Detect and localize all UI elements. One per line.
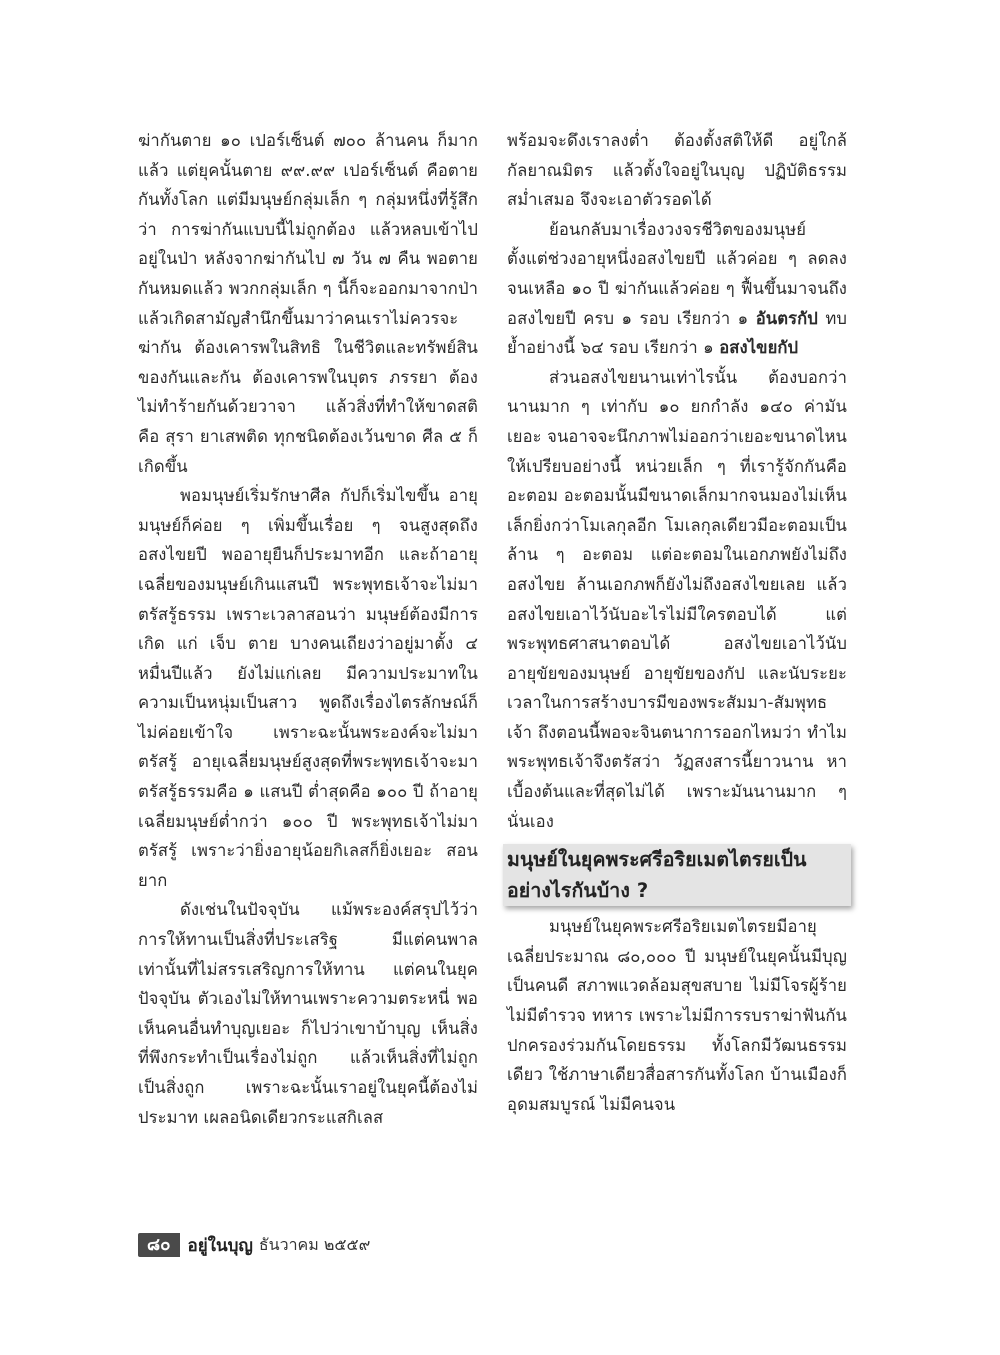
paragraph-text: ย้อนกลับมาเรื่องวงจรชีวิตของมนุษย์ ตั้งแต่ช่วงอายุหนึ่งอสงไขยปี แล้วค่อย ๆ ลดลงจนเหลือ ๑๐ ปี ฆ่ากันแล้วค่อย ๆ ฟื้นขึ้นมาจนถึงอสงไขยปี ครบ ๑ รอบ เรียกว่า ๑ (507, 219, 847, 328)
paragraph: ฆ่ากันตาย ๑๐ เปอร์เซ็นต์ ๗๐๐ ล้านคน ก็มากแล้ว แต่ยุคนั้นตาย ๙๙.๙๙ เปอร์เซ็นต์ คือตายกันทั้งโลก แต่มีมนุษย์กลุ่มเล็ก ๆ กลุ่มหนึ่งที่รู้สึกว่า การฆ่ากันแบบนี้ไม่ถูกต้อง แล้วหลบเข้าไปอยู่ในป่า หลังจากฆ่ากันไป ๗ วัน ๗ คืน พอตายกันหมดแล้ว พวกกลุ่มเล็ก ๆ นี้ก็จะออกมาจากป่า แล้วเกิดสามัญสำนึกขึ้นมาว่าคนเราไม่ควรจะฆ่ากัน ต้องเคารพในสิทธิ ในชีวิตและทรัพย์สินของกันและกัน ต้องเคารพในบุตร ภรรยา ต้องไม่ทำร้ายกันด้วยวาจา แล้วสิ่งที่ทำให้ขาดสติ คือ สุรา ยาเสพติด ทุกชนิดต้องเว้นขาด ศีล ๕ ก็เกิดขึ้น (138, 131, 478, 476)
left-column (138, 126, 478, 1132)
paragraph: พอมนุษย์เริ่มรักษาศีล กัปก็เริ่มไขขึ้น อายุมนุษย์ก็ค่อย ๆ เพิ่มขึ้นเรื่อย ๆ จนสูงสุดถึงอสงไขยปี พออายุยืนก็ประมาทอีก และถ้าอายุเฉลี่ยของมนุษย์เกินแสนปี พระพุทธเจ้าจะไม่มาตรัสรู้ธรรม เพราะเวลาสอนว่า มนุษย์ต้องมีการเกิด แก่ เจ็บ ตาย บางคนเถียงว่าอยู่มาตั้ง ๔ หมื่นปีแล้ว ยังไม่แก่เลย มีความประมาทในความเป็นหนุ่มเป็นสาว พูดถึงเรื่องไตรลักษณ์ก็ไม่ค่อยเข้าใจ เพราะฉะนั้นพระองค์จะไม่มาตรัสรู้ อายุเฉลี่ยมนุษย์สูงสุดที่พระพุทธเจ้าจะมาตรัสรู้ธรรมคือ ๑ แสนปี ต่ำสุดคือ ๑๐๐ ปี ถ้าอายุเฉลี่ยมนุษย์ต่ำกว่า ๑๐๐ ปี พระพุทธเจ้าไม่มาตรัสรู้ เพราะว่ายิ่งอายุน้อยกิเลสก็ยิ่งเยอะ สอนยาก (138, 486, 478, 890)
issue-date: ธันวาคม ๒๕๕๙ (258, 1234, 371, 1254)
heading-line-1: มนุษย์ในยุคพระศรีอริยเมตไตรยเป็น (507, 848, 807, 872)
paragraph-text: ทบย้ำอย่างนี้ ๖๔ รอบ เรียกว่า ๑ (507, 308, 847, 358)
paragraph: พร้อมจะดึงเราลงต่ำ ต้องตั้งสติให้ดี อยู่ใกล้กัลยาณมิตร แล้วตั้งใจอยู่ในบุญ ปฏิบัติธรรมสม่ำเสมอ จึงจะเอาตัวรอดได้ (507, 131, 847, 210)
page-footer (138, 1232, 370, 1258)
right-column (507, 126, 847, 1119)
paragraph: ดังเช่นในปัจจุบัน แม้พระองค์สรุปไว้ว่า การให้ทานเป็นสิ่งที่ประเสริฐ มีแต่คนพาลเท่านั้นที่ไม่สรรเสริญการให้ทาน แต่คนในยุคปัจจุบัน ตัวเองไม่ให้ทานเพราะความตระหนี่ พอเห็นคนอื่นทำบุญเยอะ ก็ไปว่าเขาบ้าบุญ เห็นสิ่งที่พึงกระทำเป็นเรื่องไม่ถูก แล้วเห็นสิ่งที่ไม่ถูกเป็นสิ่งถูก เพราะฉะนั้นเราอยู่ในยุคนี้ต้องไม่ประมาท เผลอนิดเดียวกระแสกิเลส (138, 900, 478, 1127)
paragraph: มนุษย์ในยุคพระศรีอริยเมตไตรยมีอายุเฉลี่ยประมาณ ๘๐,๐๐๐ ปี มนุษย์ในยุคนั้นมีบุญ เป็นคนดี สภาพแวดล้อมสุขสบาย ไม่มีโจรผู้ร้าย ไม่มีตำรวจ ทหาร เพราะไม่มีการรบราฆ่าฟันกัน ปกครองร่วมกันโดยธรรม ทั้งโลกมีวัฒนธรรมเดียว ใช้ภาษาเดียวสื่อสารกันทั้งโลก บ้านเมืองก็อุดมสมบูรณ์ ไม่มีคนจน (507, 917, 847, 1114)
paragraph (507, 215, 847, 363)
term-antarakap: อันตรกัป (755, 308, 818, 328)
section-heading (503, 844, 851, 906)
page-number: ๘๐ (138, 1233, 180, 1257)
paragraph: ส่วนอสงไขยนานเท่าไรนั้น ต้องบอกว่านานมาก ๆ เท่ากับ ๑๐ ยกกำลัง ๑๔๐ ค่ามันเยอะ จนอาจจะนึกภาพไม่ออกว่าเยอะขนาดไหน ให้เปรียบอย่างนี้ หน่วยเล็ก ๆ ที่เรารู้จักกันคืออะตอม อะตอมนั้นมีขนาดเล็กมากจนมองไม่เห็น เล็กยิ่งกว่าโมเลกุลอีก โมเลกุลเดียวมีอะตอมเป็นล้าน ๆ อะตอม แต่อะตอมในเอกภพยังไม่ถึงอสงไขย ล้านเอกภพก็ยังไม่ถึงอสงไขยเลย แล้วอสงไขยเอาไว้นับอะไรไม่มีใครตอบได้ แต่พระพุทธศาสนาตอบได้ อสงไขยเอาไว้นับอายุขัยของมนุษย์ อายุขัยของกัป และนับระยะเวลาในการสร้างบารมีของพระสัมมา-สัมพุทธเจ้า ถึงตอนนี้พอจะจินตนาการออกไหมว่า ทำไมพระพุทธเจ้าจึงตรัสว่า วัฏสงสารนี้ยาวนาน หาเบื้องต้นและที่สุดไม่ได้ เพราะมันนานมาก ๆ นั่นเอง (507, 367, 847, 831)
heading-line-2: อย่างไรกันบ้าง ? (507, 879, 649, 903)
magazine-name: อยู่ในบุญ (187, 1235, 253, 1256)
term-asongkhaiyakap: อสงไขยกัป (719, 338, 799, 358)
